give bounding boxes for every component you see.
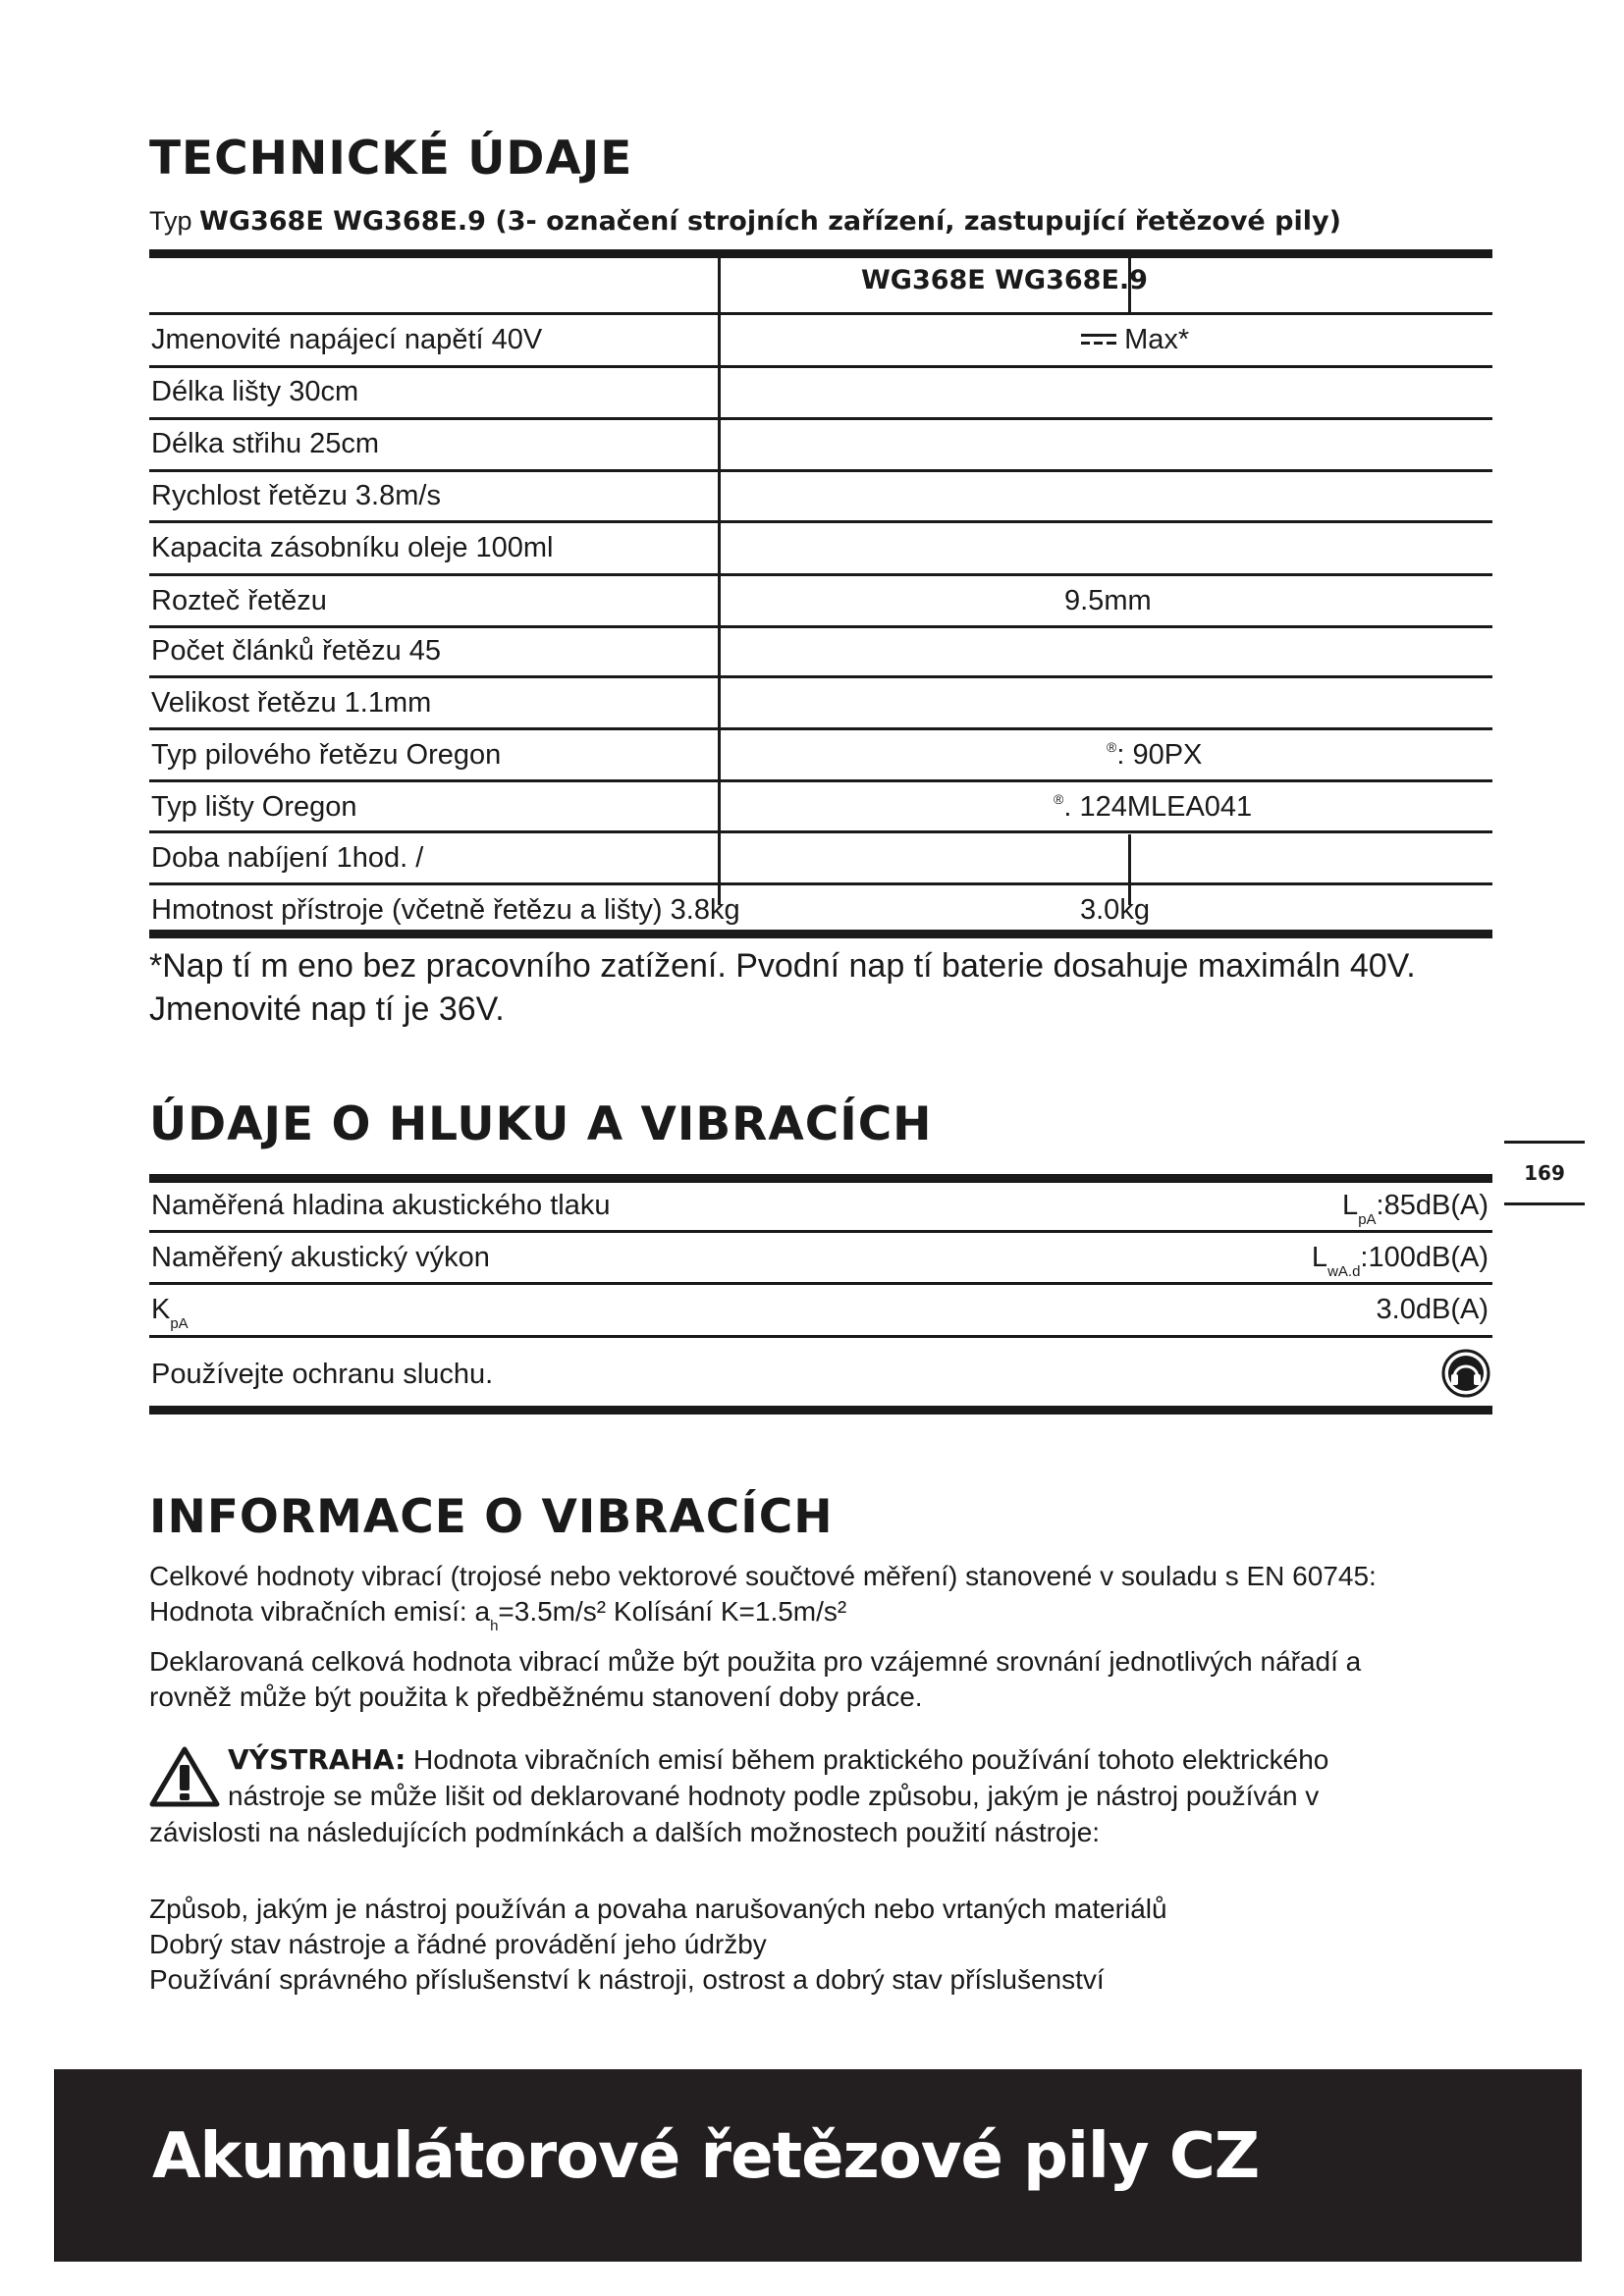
symbol: L — [1311, 1242, 1328, 1273]
list-item: Používání správného příslušenství k nástroji, ostrost a dobrý stav příslušenství — [149, 1964, 1105, 1995]
table-row-label: Rychlost řetězu 3.8m/s — [151, 480, 441, 511]
list-item: Způsob, jakým je nástroj používán a povaha narušovaných nebo vrtaných materiálů — [149, 1894, 1167, 1924]
noise-bottom-rule — [149, 1406, 1492, 1415]
text-part: =3.5m/s² Kolísání K=1.5m/s² — [498, 1596, 847, 1627]
voltage-note — [149, 944, 1504, 1031]
table-row-value: 9.5mm — [1064, 585, 1152, 616]
table-row-label: Velikost řetězu 1.1mm — [151, 687, 432, 719]
bar-type: . 124MLEA041 — [1063, 791, 1253, 823]
row-rule — [149, 625, 1492, 628]
type-models: WG368E WG368E.9 (3- označení strojních zařízení, zastupující řetězové pily) — [199, 206, 1341, 237]
noise-row-label — [151, 1294, 189, 1332]
symbol: K — [151, 1294, 171, 1325]
symbol-sub: pA — [170, 1315, 189, 1332]
noise-row-value: 3.0dB(A) — [1376, 1294, 1489, 1325]
table-row-label: Typ pilového řetězu Oregon — [151, 739, 502, 771]
vibration-paragraph — [149, 1559, 1504, 1715]
noise-row-label: Naměřená hladina akustického tlaku — [151, 1190, 611, 1221]
subscript: h — [490, 1618, 499, 1634]
row-rule — [149, 312, 1492, 315]
warning-label: VÝSTRAHA: — [228, 1743, 406, 1776]
text-line: nástroje se může lišit od deklarované hodnoty podle způsobu, jakým je nástroj používán v — [228, 1781, 1320, 1811]
type-subtitle — [149, 206, 1341, 237]
noise-row-label: Naměřený akustický výkon — [151, 1242, 490, 1273]
row-rule — [149, 1230, 1492, 1233]
table-row-value — [1107, 739, 1202, 772]
row-rule — [149, 1335, 1492, 1338]
table-row-label: Počet článků řetězu 45 — [151, 635, 442, 667]
row-rule — [149, 520, 1492, 523]
text-part: Hodnota vibračních emisí během praktického používání tohoto elektrického — [406, 1744, 1329, 1775]
text-line — [149, 1741, 1426, 1778]
row-rule — [149, 469, 1492, 472]
list-item: Dobrý stav nástroje a řádné provádění jeho údržby — [149, 1929, 767, 1959]
warning-block — [149, 1741, 1426, 1850]
chain-type: : 90PX — [1116, 739, 1203, 771]
footer-title: Akumulátorové řetězové pily CZ — [152, 2120, 1260, 2193]
noise-row-value — [1342, 1190, 1489, 1228]
row-rule — [149, 779, 1492, 782]
row-rule — [149, 417, 1492, 420]
note-line: *Nap tí m eno bez pracovního zatížení. Pvodní nap tí baterie dosahuje maximáln 40V. — [149, 947, 1416, 985]
text-line — [149, 1594, 1504, 1644]
conditions-list — [149, 1892, 1504, 1998]
table-row-label: Kapacita zásobníku oleje 100ml — [151, 532, 554, 563]
table-row-label: Délka lišty 30cm — [151, 376, 359, 407]
noise-row-label: Používejte ochranu sluchu. — [151, 1359, 494, 1390]
row-rule — [149, 573, 1492, 576]
page-title: TECHNICKÉ ÚDAJE — [149, 132, 633, 186]
row-rule — [149, 882, 1492, 885]
table-row-label: Délka střihu 25cm — [151, 428, 380, 459]
table-row-value — [1054, 791, 1252, 824]
table-bottom-rule — [149, 930, 1492, 938]
note-line: Jmenovité nap tí je 36V. — [149, 990, 505, 1028]
table-row-label: Jmenovité napájecí napětí 40V — [151, 324, 543, 355]
registered-mark: ® — [1054, 791, 1064, 807]
table-row-value: 3.0kg — [1080, 894, 1150, 926]
row-rule — [149, 365, 1492, 368]
table-row-label: Doba nabíjení 1hod. / — [151, 842, 424, 874]
type-prefix: Typ — [149, 206, 200, 236]
page-number: 169 — [1504, 1141, 1585, 1205]
row-rule — [149, 830, 1492, 833]
section-title-noise: ÚDAJE O HLUKU A VIBRACÍCH — [149, 1097, 933, 1151]
row-rule — [149, 1282, 1492, 1285]
text-line: Deklarovaná celková hodnota vibrací může být použita pro vzájemné srovnání jednotlivých nářadí a — [149, 1646, 1362, 1677]
column-header: WG368E WG368E.9 — [861, 265, 1148, 295]
text-line: závislosti na následujících podmínkách a dalších možnostech použití nástroje: — [149, 1817, 1101, 1847]
row-rule — [149, 675, 1492, 678]
symbol: L — [1342, 1190, 1359, 1221]
value: :85dB(A) — [1376, 1190, 1489, 1221]
table-row-label: Rozteč řetězu — [151, 585, 327, 616]
table-top-rule — [149, 249, 1492, 258]
table-row-value — [1080, 324, 1189, 356]
noise-row-value — [1312, 1242, 1489, 1280]
text-part: Hodnota vibračních emisí: a — [149, 1596, 491, 1627]
symbol-sub: wA.d — [1327, 1263, 1361, 1280]
noise-top-rule — [149, 1174, 1492, 1183]
voltage-max: Max* — [1124, 324, 1190, 355]
row-rule — [149, 727, 1492, 730]
symbol-sub: pA — [1358, 1211, 1377, 1228]
registered-mark: ® — [1107, 739, 1117, 755]
footer-banner — [54, 2069, 1582, 2262]
dc-current-icon — [1080, 324, 1124, 355]
text-line: Celkové hodnoty vibrací (trojosé nebo vektorové součtové měření) stanovené v souladu s EN 60745: — [149, 1561, 1377, 1591]
ear-protection-icon — [1441, 1349, 1490, 1403]
table-column-divider — [718, 257, 721, 905]
table-row-label: Typ lišty Oregon — [151, 791, 357, 823]
value: :100dB(A) — [1360, 1242, 1489, 1273]
table-row-label: Hmotnost přístroje (včetně řetězu a lišty) 3.8kg — [151, 894, 740, 926]
text-line: rovněž může být použita k předběžnému stanovení doby práce. — [149, 1682, 923, 1712]
section-title-vibration: INFORMACE O VIBRACÍCH — [149, 1490, 834, 1544]
